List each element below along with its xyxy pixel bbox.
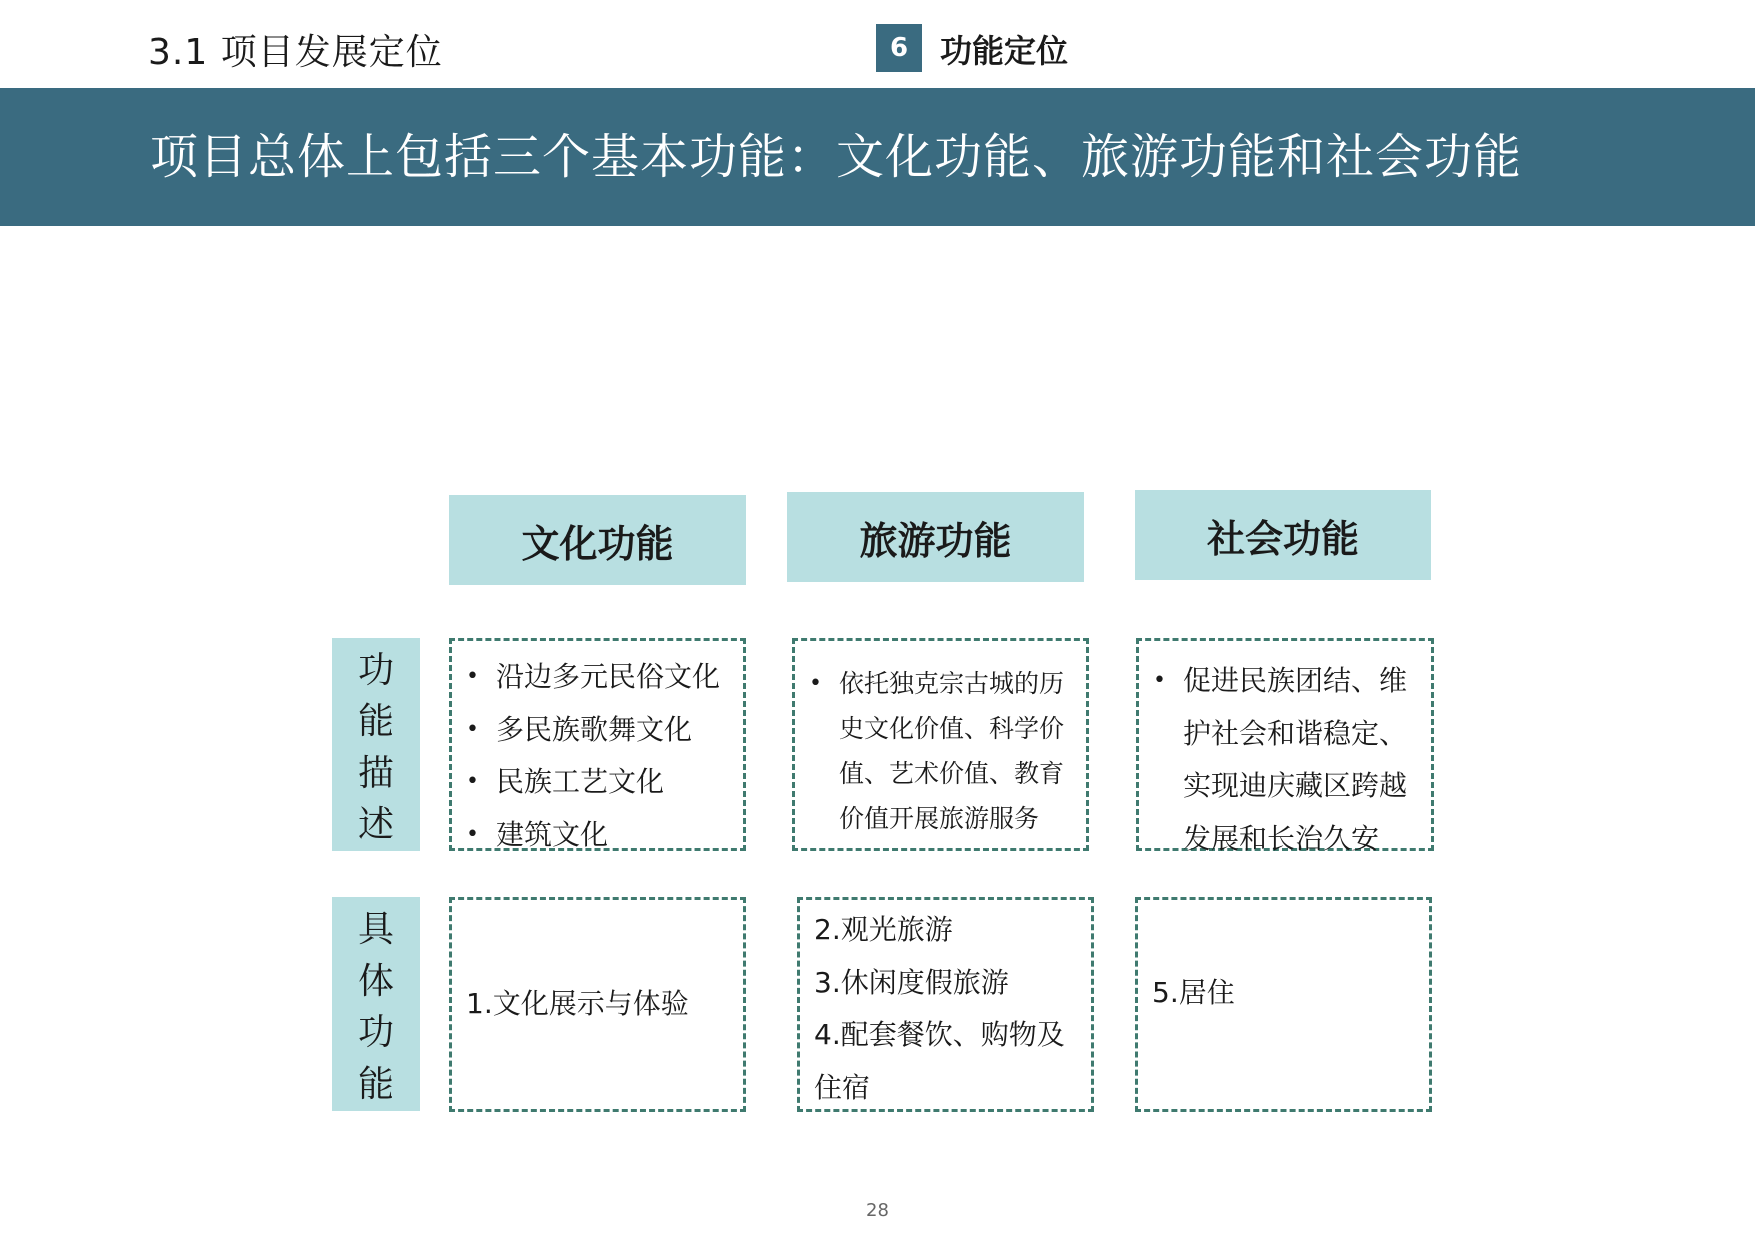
specific-box-culture (449, 897, 746, 1112)
row-label-char: 能 (357, 701, 394, 743)
banner-title: 项目总体上包括三个基本功能：文化功能、旅游功能和社会功能 (150, 129, 1523, 185)
list-item: • 依托独克宗古城的历史文化价值、科学价值、艺术价值、教育价值开展旅游服务 (795, 661, 1080, 841)
section-label: 功能定位 (940, 32, 1069, 70)
specific-item: 1.文化展示与体验 (466, 987, 689, 1021)
row-label-char: 体 (357, 960, 394, 1002)
description-box-social (1136, 638, 1434, 855)
row-label-description (332, 638, 420, 851)
column-header-social: 社会功能 (1135, 490, 1431, 580)
column-header-culture: 文化功能 (449, 495, 746, 585)
specific-box-tourism (797, 897, 1094, 1112)
row-label-char: 述 (357, 803, 394, 845)
title-banner (0, 88, 1755, 226)
specific-box-social (1135, 897, 1432, 1112)
specific-item: 2.观光旅游 (814, 913, 953, 946)
row-label-char: 描 (357, 752, 394, 794)
section-number-badge: 6 (876, 24, 922, 72)
specific-item: 4.配套餐饮、购物及住宿 (814, 1018, 1065, 1104)
row-label-char: 能 (357, 1063, 394, 1105)
list-item: • 建筑文化 (452, 809, 733, 862)
list-item: • 民族工艺文化 (452, 756, 733, 809)
list-item: • 多民族歌舞文化 (452, 704, 733, 757)
page-number: 28 (866, 1200, 889, 1221)
row-label-specific (332, 897, 420, 1111)
description-box-culture (449, 638, 746, 851)
list-item: • 促进民族团结、维护社会和谐稳定、实现迪庆藏区跨越发展和长治久安 (1139, 655, 1421, 865)
row-label-char: 功 (357, 1012, 394, 1054)
list-item: • 沿边多元民俗文化 (452, 651, 733, 704)
column-header-tourism: 旅游功能 (787, 492, 1084, 582)
row-label-char: 具 (357, 909, 394, 951)
specific-item: 5.居住 (1152, 976, 1235, 1010)
section-title: 3.1 项目发展定位 (148, 32, 443, 73)
row-label-char: 功 (357, 650, 394, 692)
description-box-tourism (792, 638, 1089, 851)
specific-item: 3.休闲度假旅游 (814, 965, 1009, 999)
